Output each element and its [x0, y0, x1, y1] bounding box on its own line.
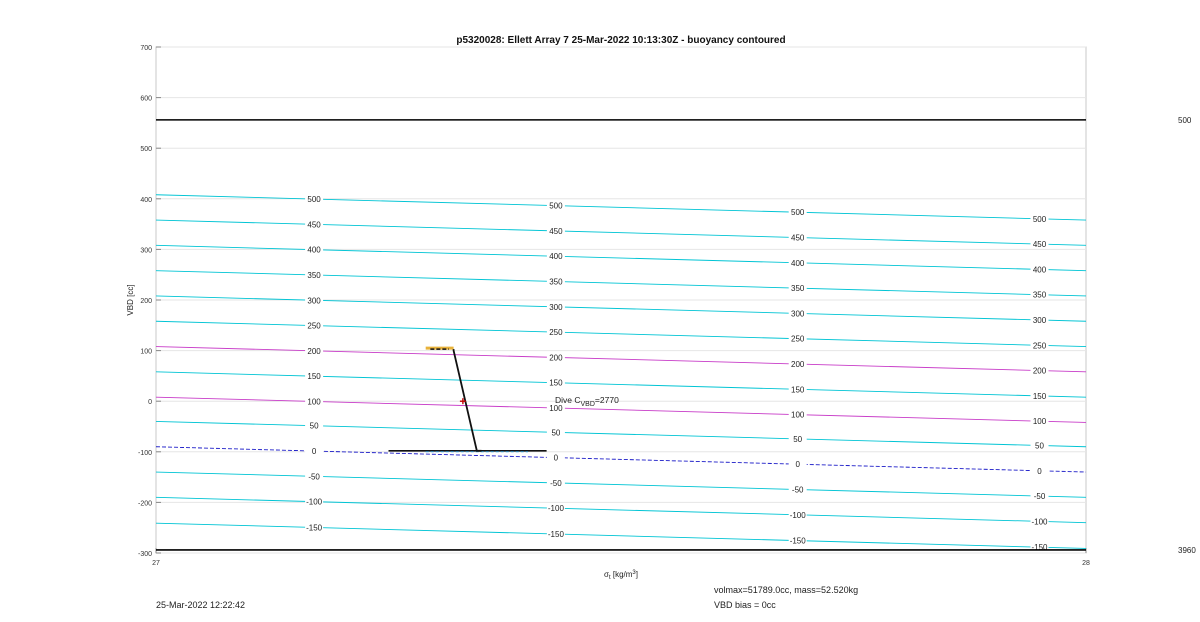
contour-label: 400: [549, 252, 563, 262]
contour-label: 500: [549, 201, 563, 211]
x-tick-label: 28: [1082, 560, 1090, 567]
contour-label: 500: [791, 208, 805, 218]
contour-label: -50: [550, 478, 562, 488]
y-tick-label: 700: [140, 45, 152, 52]
contour-label: 50: [551, 428, 561, 438]
dive-cvbd-label: Dive $C_{VBD}=2770$: [555, 395, 619, 409]
contour-label: 0: [311, 447, 317, 457]
y-tick-label: -100: [137, 449, 152, 457]
contour-label: 200: [1032, 366, 1047, 376]
contour-label: 50: [309, 421, 319, 431]
y-axis-label: VBD [cc]: [126, 284, 135, 316]
contour-label: 250: [1032, 341, 1047, 351]
chart-title: p5320028: Ellett Array 7 25-Mar-2022 10:13:30Z - buoyancy contoured: [456, 35, 786, 46]
contour-label: 100: [549, 404, 563, 414]
contour-label: 300: [1032, 315, 1047, 325]
y-tick-label: 300: [140, 247, 152, 255]
contour-label: 450: [1032, 240, 1047, 250]
contour-label: 350: [549, 277, 563, 287]
contour-label: 300: [791, 309, 805, 319]
contour-label: -50: [308, 472, 320, 482]
x-axis-label: $\sigma_t$ $[kg/m^3]$: [604, 570, 638, 581]
contour-label: 400: [1032, 265, 1047, 275]
contour-label: 0: [553, 453, 559, 463]
contour-label: -150: [789, 536, 806, 546]
contour-label: 500: [307, 195, 321, 205]
contour-label: 300: [307, 296, 321, 306]
contour-label: 450: [549, 226, 563, 236]
contour-label: -100: [547, 504, 564, 514]
vbd-bias-text: VBD bias = 0cc: [714, 600, 776, 610]
contour-label: 0: [795, 460, 800, 470]
contour-label: -100: [789, 510, 806, 520]
y-tick-label: -300: [137, 551, 152, 558]
contour-label: 250: [549, 328, 563, 338]
contour-label: 200: [549, 353, 563, 363]
contour-label: -150: [1031, 543, 1048, 553]
contour-label: 450: [791, 233, 805, 243]
y-tick-label: 200: [140, 298, 152, 305]
x-tick-label: 27: [152, 560, 160, 567]
y-tick-label: 100: [140, 348, 152, 356]
contour-label: 500: [1032, 214, 1047, 224]
contour-label: 350: [791, 284, 805, 294]
contour-label: 400: [307, 245, 321, 255]
y-tick-label: 500: [140, 146, 152, 154]
contour-label: 100: [1032, 417, 1047, 427]
plot-timestamp: 25-Mar-2022 12:22:42: [156, 600, 246, 610]
contour-label: 400: [791, 258, 805, 268]
contour-label: -150: [306, 523, 323, 533]
contour-label: -100: [306, 497, 323, 507]
contour-label: 100: [307, 397, 321, 407]
contour-label: 450: [307, 220, 321, 230]
contour-label: 100: [791, 410, 805, 420]
contour-label: 150: [307, 372, 321, 382]
y-tick-label: -200: [137, 500, 152, 508]
reference-line-label: 500: [1178, 115, 1192, 125]
contour-label: 150: [1032, 391, 1047, 401]
contour-label: 150: [549, 378, 563, 388]
contour-label: 250: [307, 321, 321, 331]
contour-label: 300: [549, 302, 563, 312]
contour-label: -100: [1031, 517, 1048, 527]
contour-label: 250: [791, 334, 805, 344]
y-tick-label: 400: [140, 196, 152, 204]
contour-label: -150: [547, 530, 564, 540]
contour-label: 50: [1035, 441, 1044, 451]
contour-label: 200: [307, 346, 321, 356]
y-tick-label: 0: [148, 399, 152, 407]
contour-label: 350: [1032, 290, 1047, 300]
contour-label: 50: [793, 434, 803, 444]
y-tick-label: 600: [140, 95, 152, 103]
volmax-mass-text: volmax=51789.0cc, mass=52.520kg: [714, 585, 859, 595]
contour-label: 200: [791, 360, 805, 370]
contour-label: -50: [1033, 492, 1046, 502]
contour-label: -50: [791, 485, 804, 495]
reference-line-label: 3960: [1178, 545, 1196, 555]
contour-label: 0: [1037, 466, 1042, 476]
contour-label: 350: [307, 270, 321, 280]
contour-label: 150: [791, 385, 805, 395]
